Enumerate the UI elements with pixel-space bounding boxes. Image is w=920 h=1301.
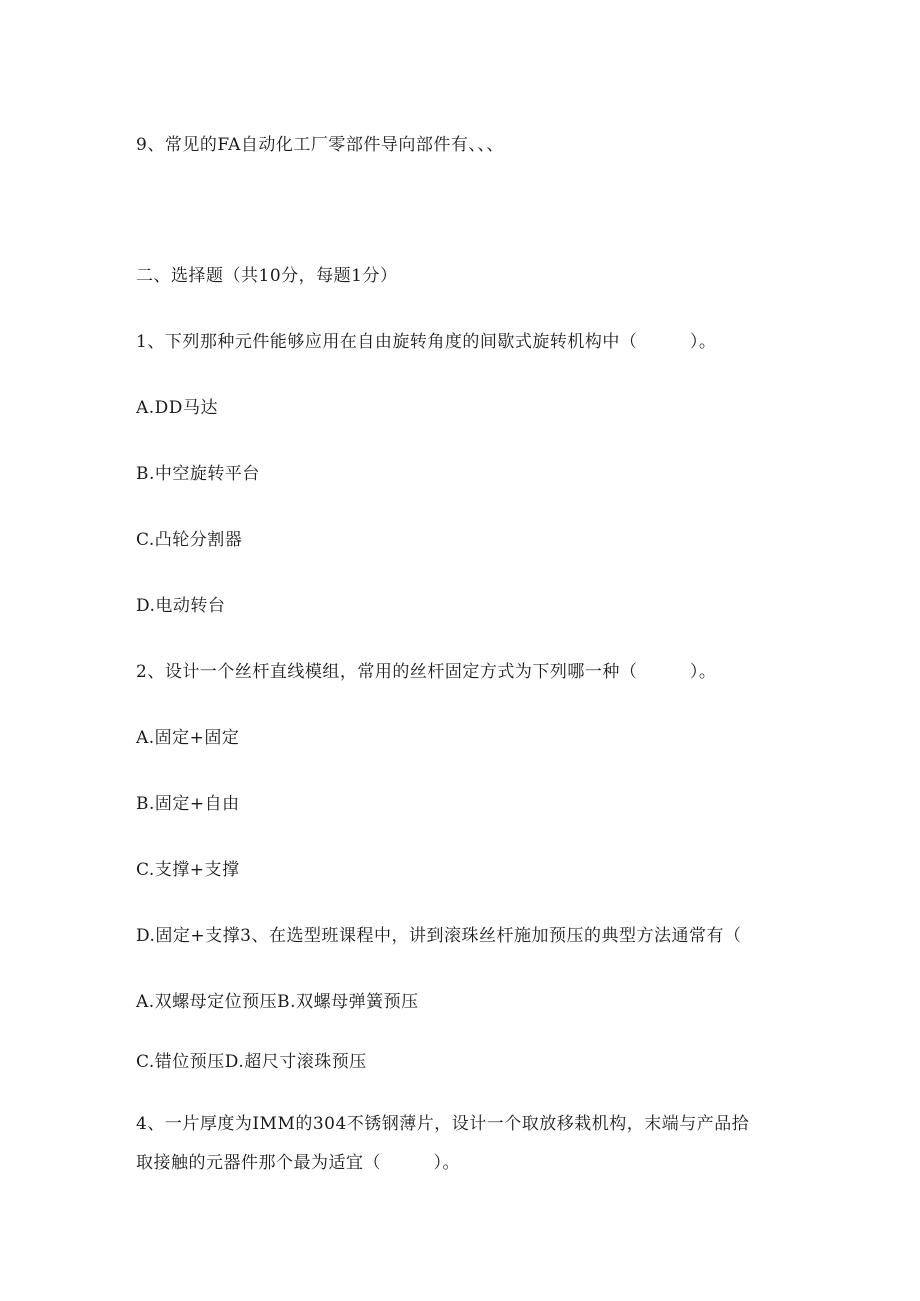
section-title: 二、选择题（共10分，每题1分） <box>136 266 398 286</box>
question-4-stem-line-2: 取接触的元器件那个最为适宜（ ）。 <box>136 1153 460 1173</box>
question-2-option-a: A.固定+固定 <box>136 728 240 748</box>
question-2-option-c: C.支撑+支撑 <box>136 860 240 880</box>
question-1-stem: 1、下列那种元件能够应用在自由旋转角度的间歇式旋转机构中（ ）。 <box>136 332 717 352</box>
question-2-stem: 2、设计一个丝杆直线模组，常用的丝杆固定方式为下列哪一种（ ）。 <box>136 662 717 682</box>
question-3-options-ab: A.双螺母定位预压B.双螺母弹簧预压 <box>136 992 419 1012</box>
question-1-option-d: D.电动转台 <box>136 596 226 616</box>
question-3-options-cd: C.错位预压D.超尺寸滚珠预压 <box>136 1052 367 1072</box>
question-1-option-a: A.DD马达 <box>136 398 218 418</box>
question-4-stem-line-1: 4、一片厚度为IMM的304不锈钢薄片，设计一个取放移栽机构，末端与产品拾 <box>136 1114 750 1134</box>
question-1-option-c: C.凸轮分割器 <box>136 530 243 550</box>
question-1-option-b: B.中空旋转平台 <box>136 464 260 484</box>
question-9-text: 9、常见的FA自动化工厂零部件导向部件有、、、 <box>136 135 504 155</box>
question-2-option-b: B.固定+自由 <box>136 794 240 814</box>
question-2-option-d-and-question-3-stem: D.固定+支撑3、在选型班课程中，讲到滚珠丝杆施加预压的典型方法通常有（ <box>136 926 742 946</box>
